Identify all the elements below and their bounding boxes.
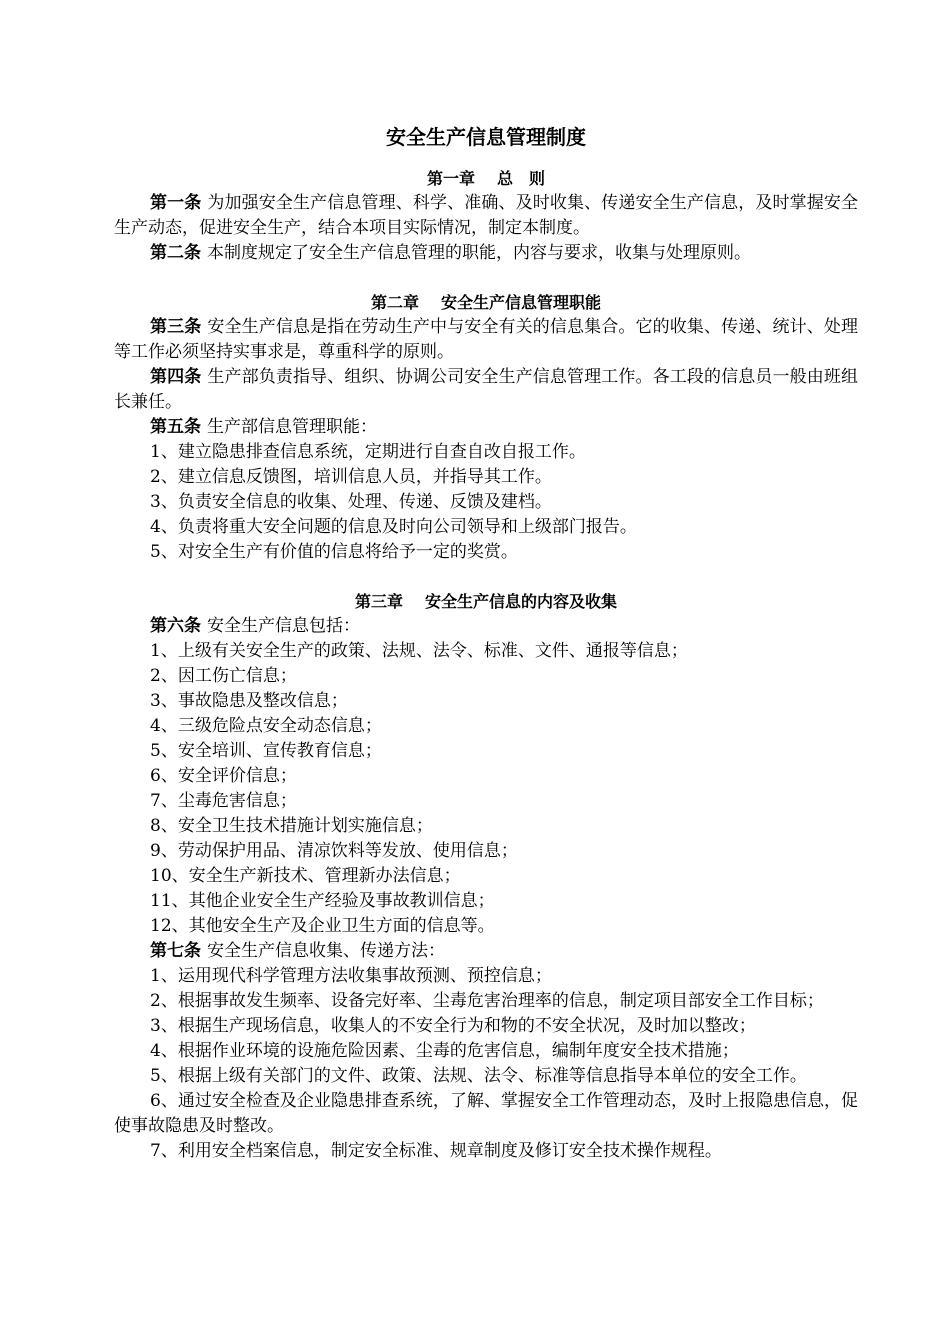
article-label: 第二条 [150, 243, 201, 263]
list-item: 9、劳动保护用品、清凉饮料等发放、使用信息； [150, 841, 518, 861]
chapter-heading [114, 290, 858, 315]
article-paragraph [114, 939, 858, 964]
list-item: 7、利用安全档案信息，制定安全标准、规章制度及修订安全技术操作规程。 [150, 1141, 722, 1161]
chapter-heading [114, 166, 858, 191]
article-label: 第五条 [150, 417, 201, 437]
list-item: 5、对安全生产有价值的信息将给予一定的奖赏。 [150, 542, 518, 562]
article-paragraph [114, 315, 858, 365]
article-label: 第七条 [150, 941, 201, 961]
chapter-heading [114, 589, 858, 614]
article-label: 第六条 [150, 616, 201, 636]
article-label: 第四条 [150, 367, 202, 387]
article-text: 安全生产信息包括： [207, 616, 360, 636]
document-body [114, 166, 858, 1164]
list-item: 3、事故隐患及整改信息； [150, 691, 348, 711]
article-text: 本制度规定了安全生产信息管理的职能，内容与要求，收集与处理原则。 [207, 243, 751, 263]
chapter-name: 总 则 [497, 169, 546, 188]
list-item: 1、建立隐患排查信息系统，定期进行自查自改自报工作。 [150, 442, 586, 462]
list-item: 5、根据上级有关部门的文件、政策、法规、法令、标准等信息指导本单位的安全工作。 [150, 1066, 807, 1086]
article-text: 生产部负责指导、组织、协调公司安全生产信息管理工作。各工段的信息员一般由班组长兼任。 [114, 367, 858, 412]
list-item: 1、上级有关安全生产的政策、法规、法令、标准、文件、通报等信息； [150, 641, 688, 661]
chapter-spacer [114, 266, 858, 290]
article-label: 第一条 [150, 193, 202, 213]
article-paragraph [114, 191, 858, 241]
article-text: 生产部信息管理职能： [207, 417, 377, 437]
chapter-name: 安全生产信息管理职能 [441, 293, 602, 312]
article-label: 第三条 [150, 317, 202, 337]
list-item: 8、安全卫生技术措施计划实施信息； [150, 816, 433, 836]
list-item: 3、根据生产现场信息，收集人的不安全行为和物的不安全状况，及时加以整改； [150, 1016, 756, 1036]
list-item: 5、安全培训、宣传教育信息； [150, 741, 382, 761]
list-item: 1、运用现代科学管理方法收集事故预测、预控信息； [150, 966, 552, 986]
list-item: 2、因工伤亡信息； [150, 666, 297, 686]
list-item: 4、负责将重大安全问题的信息及时向公司领导和上级部门报告。 [150, 517, 637, 537]
list-item: 6、通过安全检查及企业隐患排查系统，了解、掌握安全工作管理动态，及时上报隐患信息，促使事故隐患及时整改。 [114, 1091, 858, 1136]
list-item: 6、安全评价信息； [150, 766, 297, 786]
list-item: 4、三级危险点安全动态信息； [150, 716, 382, 736]
list-item: 2、根据事故发生频率、设备完好率、尘毒危害治理率的信息，制定项目部安全工作目标； [150, 991, 824, 1011]
article-text: 安全生产信息是指在劳动生产中与安全有关的信息集合。它的收集、传递、统计、处理等工作必须坚持实事求是，尊重科学的原则。 [114, 317, 858, 362]
article-paragraph [114, 614, 858, 639]
article-paragraph [114, 415, 858, 440]
list-item: 11、其他企业安全生产经验及事故教训信息； [150, 891, 495, 911]
list-item: 3、负责安全信息的收集、处理、传递、反馈及建档。 [150, 492, 552, 512]
list-item: 7、尘毒危害信息； [150, 791, 297, 811]
chapter-number: 第三章 [354, 592, 403, 611]
article-paragraph [114, 365, 858, 415]
article-paragraph [114, 241, 858, 266]
list-item: 10、安全生产新技术、管理新办法信息； [150, 866, 461, 886]
document-title: 安全生产信息管理制度 [386, 125, 586, 149]
list-item: 4、根据作业环境的设施危险因素、尘毒的危害信息，编制年度安全技术措施； [150, 1041, 739, 1061]
chapter-number: 第一章 [426, 169, 475, 188]
chapter-spacer [114, 565, 858, 589]
article-text: 安全生产信息收集、传递方法： [207, 941, 445, 961]
chapter-name: 安全生产信息的内容及收集 [425, 592, 618, 611]
list-item: 2、建立信息反馈图，培训信息人员，并指导其工作。 [150, 467, 552, 487]
article-text: 为加强安全生产信息管理、科学、准确、及时收集、传递安全生产信息，及时掌握安全生产动态，促进安全生产，结合本项目实际情况，制定本制度。 [114, 193, 858, 238]
list-item: 12、其他安全生产及企业卫生方面的信息等。 [150, 916, 495, 936]
chapter-number: 第二章 [370, 293, 419, 312]
